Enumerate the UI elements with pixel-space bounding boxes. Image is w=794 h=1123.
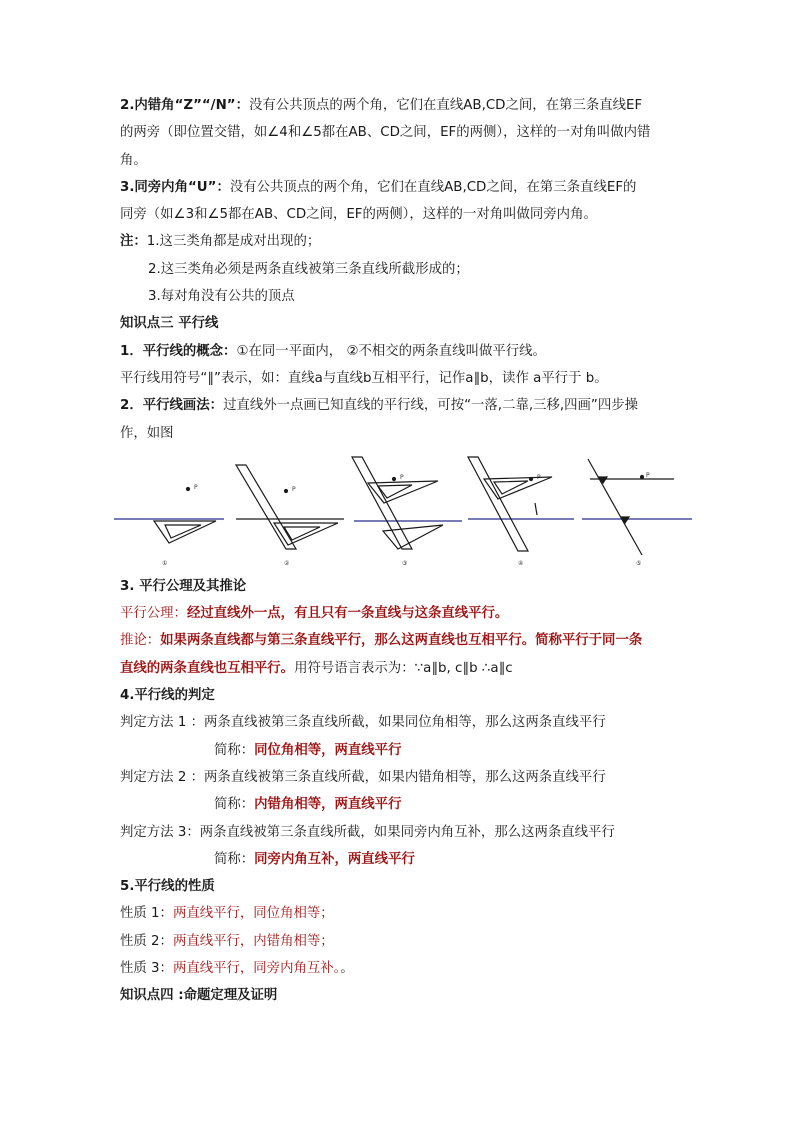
knowledge-point-4-title: 知识点四 :命题定理及证明 [120, 988, 278, 1004]
step-1-diagram [114, 487, 224, 543]
corollary-text: 直线的两条直线也互相平行。 [120, 659, 295, 676]
judgement-short-1 [120, 737, 680, 764]
property-3 [120, 955, 680, 982]
step-3-diagram [352, 457, 462, 549]
property-label: 性质 2： [120, 933, 173, 949]
section-3-title: 3.同旁内角“U”： [120, 179, 230, 195]
drawing-method-title: 2．平行线画法： [120, 398, 224, 414]
judgement-method-1 [120, 709, 680, 736]
drawing-method-text: 过直线外一点画已知直线的平行线，可按“一落,二靠,三移,四画”四步操 [223, 398, 639, 414]
short-text: 内错角相等，两直线平行 [254, 796, 402, 813]
method-text: 两条直线被第三条直线所截，如果同旁内角互补，那么这两条直线平行 [199, 824, 615, 840]
method-label: 判定方法 3： [120, 824, 200, 840]
short-label: 简称： [214, 851, 255, 867]
judgement-method-2 [120, 764, 680, 791]
short-text: 同旁内角互补，两直线平行 [254, 850, 415, 867]
section-3-line-2: 同旁（如∠3和∠5都在AB、CD之间，EF的两侧），这样的一对角叫做同旁内角。 [120, 207, 597, 223]
corollary-line-2 [120, 655, 680, 682]
section-2-line-1 [120, 92, 680, 119]
corollary-text: 如果两条直线都与第三条直线平行，那么这两直线也互相平行。简称平行于同一条 [160, 632, 643, 649]
point-label: P [646, 471, 650, 479]
axiom-section-title: 3. 平行公理及其推论 [120, 578, 247, 594]
definition-title: 1．平行线的概念： [120, 343, 237, 359]
point-label: P [194, 483, 198, 491]
method-text: 两条直线被第三条直线所截，如果内错角相等，那么这两条直线平行 [204, 769, 606, 785]
section-3-line-1 [120, 174, 680, 201]
axiom-line [120, 600, 680, 627]
definition-text: ①在同一平面内， ②不相交的两条直线叫做平行线。 [236, 343, 546, 359]
step-caption: ② [284, 559, 290, 567]
judgement-short-2 [120, 791, 680, 818]
properties-title: 5.平行线的性质 [120, 879, 215, 895]
point-label: P [292, 485, 296, 493]
note-item: 2.这三类角必须是两条直线被第三条直线所截形成的； [148, 261, 469, 277]
method-label: 判定方法 2 ： [120, 769, 204, 785]
drawing-method-line-1 [120, 392, 680, 419]
parallel-drawing-figure [112, 453, 680, 571]
note-item: 1.这三类角都是成对出现的； [146, 234, 321, 250]
property-1 [120, 900, 680, 927]
section-2-line-3: 角。 [120, 152, 147, 168]
step-4-diagram [468, 457, 574, 551]
property-text: 两直线平行，同位角相等； [172, 906, 334, 922]
note-item: 3.每对角没有公共的顶点 [148, 289, 295, 305]
step-caption: ③ [402, 559, 408, 567]
property-label: 性质 1： [120, 906, 173, 922]
section-2-title: 2.内错角“Z”“/N”： [120, 98, 249, 113]
section-2-line-2: 的两旁（即位置交错，如∠4和∠5都在AB、CD之间，EF的两侧），这样的一对角叫做内错 [120, 125, 651, 141]
axiom-text: 经过直线外一点，有且只有一条直线与这条直线平行。 [186, 605, 509, 622]
method-text: 两条直线被第三条直线所截，如果同位角相等，那么这两条直线平行 [204, 715, 606, 731]
short-text: 同位角相等，两直线平行 [254, 741, 402, 758]
note-label: 注： [120, 234, 147, 250]
property-text: 两直线平行，同旁内角互补。 [172, 961, 341, 977]
step-caption: ④ [518, 559, 524, 567]
method-label: 判定方法 1 ： [120, 715, 204, 731]
judgement-short-3 [120, 846, 680, 873]
step-5-diagram [582, 459, 692, 555]
document-page [120, 92, 680, 1010]
corollary-line-1 [120, 627, 680, 654]
drawing-method-line-2: 作，如图 [120, 425, 174, 441]
definition-line [120, 338, 680, 365]
step-caption: ⑤ [636, 559, 642, 567]
judgement-title: 4.平行线的判定 [120, 688, 215, 704]
section-2-text: 没有公共顶点的两个角，它们在直线AB,CD之间，在第三条直线EF [248, 98, 643, 113]
five-step-diagram [112, 453, 692, 571]
short-label: 简称： [214, 742, 255, 758]
section-3-text: 没有公共顶点的两个角，它们在直线AB,CD之间，在第三条直线EF的 [229, 179, 637, 195]
point-label: P [537, 473, 541, 481]
corollary-symbolic: 用符号语言表示为：∵a∥b, c∥b ∴a∥c [294, 660, 513, 676]
step-caption: ① [162, 559, 168, 567]
symbol-line: 平行线用符号“∥”表示，如：直线a与直线b互相平行，记作a∥b，读作 a平行于 b。 [120, 370, 608, 386]
step-2-diagram [236, 465, 344, 549]
axiom-label: 平行公理： [120, 606, 187, 622]
short-label: 简称： [214, 797, 255, 813]
note-line-1 [120, 228, 680, 255]
property-label: 性质 3： [120, 961, 173, 977]
corollary-label: 推论： [120, 633, 161, 649]
trailing-mark: 。 [340, 961, 354, 977]
judgement-method-3 [120, 819, 680, 846]
point-label: P [400, 473, 404, 481]
knowledge-point-3-title: 知识点三 平行线 [120, 316, 219, 332]
property-2 [120, 928, 680, 955]
property-text: 两直线平行，内错角相等； [172, 933, 334, 949]
